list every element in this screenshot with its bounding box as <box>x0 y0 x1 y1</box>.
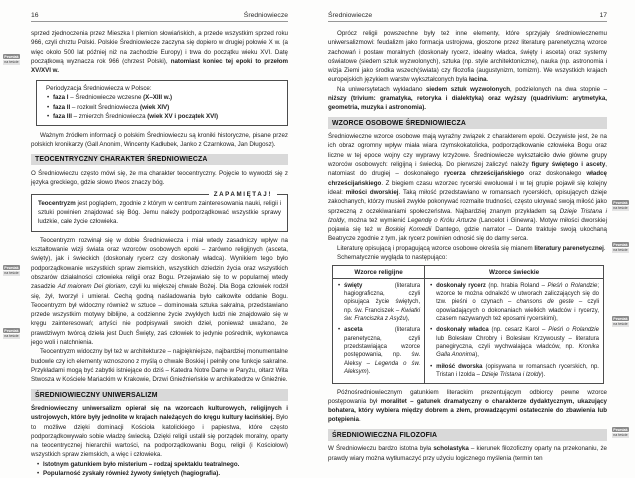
margin-note-line1: Pewniak <box>613 242 628 247</box>
text-segment: (X–XIII w.) <box>143 94 173 102</box>
text-segment: (opisywana w romansach rycerskich, np. Tristan i Izolda – <box>436 363 599 378</box>
text-segment: Istotnym gatunkiem było misterium – rodzaj spektaklu teatralnego. <box>43 460 240 468</box>
text-segment: Kronika Galla Anonima <box>436 343 599 359</box>
table-header-row <box>333 266 604 279</box>
section-heading: WZORCE OSOBOWE ŚREDNIOWIECZA <box>328 117 607 129</box>
margin-note-badge <box>3 54 20 65</box>
text-segment: Oprócz religii powszechne były też inne elementy, które sprzyjały średniowiecznemu uniwersalizmowi: feudalizm jako formacja ustrojowa, głoszone przez literaturę parenetyczną wzorce zachowań i postaw moralnych (doskonały rycerz, idealny władca, święty i asceta) oraz systemy oświatowe (siedem sztuk wyzwolonych), sztuka (np. style architektoniczne), nauka (np. astronomia i wizja Ziemi jako środka wszech(świata) czy filozofia (augustynizm, tomizm). We wszystkich krajach europejskich językiem warstw wykształconych była <box>328 30 607 84</box>
text-segment: (np. hrabia Roland – <box>485 282 548 289</box>
text-segment: asceta <box>344 327 363 334</box>
text-segment: Teocentryzm <box>38 199 76 207</box>
text-segment: Dantego, gdzie narrator – Dante traktuje swoją ukochaną Beatrycze zgodnie z tym, jak rycerz powinien odnosić się do damy serca. <box>328 226 607 243</box>
text-segment: (Lancelot i Ginewra). Motyw miłości dworskiej pojawia się też w <box>328 216 607 234</box>
text-segment: . <box>603 244 606 252</box>
list-item <box>36 460 288 469</box>
margin-note-line2: na teście <box>613 206 628 211</box>
text-segment: Boskiej Komedii <box>385 226 432 234</box>
text-segment: (wiek XIV) <box>140 103 170 111</box>
paragraph <box>328 85 607 113</box>
margin-note-line1: Pewniak <box>613 316 628 321</box>
margin-note-badge <box>3 328 20 339</box>
margin-note-line2: na teście <box>4 271 19 276</box>
text-segment: Popularność zyskały również żywoty świętych (hagiografia). <box>43 470 221 478</box>
text-segment: ). <box>541 371 546 378</box>
list-item <box>46 112 278 121</box>
text-segment: sprzed zjednoczenia przez Mieszka I plemion słowiańskich, a przede wszystkim sprzed roku 966, czyli chrztu Polski. Polskie Średniowiecze zaczyna się dopiero w drugiej połowie X w. (a więc około 500 lat później niż na zachodzie Europy) i trwa do początku wieku XVI. Datę początkową wyznacza rok 966 (chrzest Polski), <box>31 30 288 65</box>
page-left <box>31 0 289 478</box>
paragraph <box>328 388 607 425</box>
text-segment: , natomiast do drugiej – doskonałego <box>328 161 607 178</box>
text-segment: doskonały rycerz <box>436 282 486 289</box>
text-segment: Na uniwersytetach wykładano <box>337 85 426 93</box>
table-cell <box>425 279 604 383</box>
list-item <box>337 282 420 323</box>
table-cell <box>333 279 425 383</box>
text-segment: Ważnym źródłem informacji o polskim Średniowieczu są kroniki historyczne, pisane przez polskich kronikarzy (Gall Anonim, Wincenty Kadłubek, Janko z Czarnkowa, Jan Długosz). <box>31 131 288 148</box>
margin-note-badge <box>612 316 629 327</box>
info-box-title <box>46 84 278 93</box>
text-segment: (wiek XV i początek XVI) <box>147 112 219 120</box>
margin-note-line2: na teście <box>613 433 628 438</box>
section-heading: ŚREDNIOWIECZNY UNIWERSALIZM <box>31 389 288 401</box>
table-body-row <box>333 279 604 383</box>
margin-note-line2: na teście <box>613 322 628 327</box>
memo-text <box>38 199 281 227</box>
text-segment: rycerza chrześcijańskiego <box>444 170 525 178</box>
margin-note-line2: na teście <box>613 248 628 253</box>
margin-note-line1: Pewniak <box>4 265 19 270</box>
page-right-content <box>328 29 607 463</box>
list-item <box>46 93 278 102</box>
text-segment: theos <box>114 179 130 187</box>
text-segment: ), <box>405 316 410 323</box>
text-segment: faza III <box>53 112 72 120</box>
text-segment: , podzielonych na dwa stopnie – <box>510 85 608 93</box>
paragraph <box>31 347 288 384</box>
list-item <box>36 469 288 478</box>
memo-box <box>31 190 288 231</box>
running-title: Średniowiecze <box>243 12 288 19</box>
text-segment: Dzieje Tristana i Izoldy <box>328 207 607 224</box>
paragraph <box>31 236 288 348</box>
text-segment: – rozkwit Średniowiecza <box>70 103 141 111</box>
text-segment: figury świętego i ascety <box>531 161 606 169</box>
running-title: Średniowiecze <box>328 12 373 19</box>
margin-note-line1: Pewniak <box>613 200 628 205</box>
text-segment: literatury parenetycznej <box>534 244 604 252</box>
text-segment: (literatura hagiograficzna, czyli opisująca życie świętych, np. św. Franciszek – <box>344 282 421 314</box>
page-number: 17 <box>599 12 607 19</box>
text-segment: niższy (trivium: gramatyka, retoryka i dialektyka) oraz wyższy (quadrivium: arytmetyka, geometria, muzyka i astronomia). <box>328 95 607 112</box>
text-segment: . Z biegiem czasu wzorzec rycerski ewoluował i w tej grupie pojawił się kolejny ideał: <box>328 179 607 196</box>
text-segment: chansons de geste <box>516 299 574 306</box>
text-segment: . <box>358 416 361 424</box>
text-segment: Kwiatki św. Franciszka z Asyżu <box>344 307 421 323</box>
text-segment: Późnośredniowiecznym gatunkiem literackim prezentującym odbiorcy pewne wzorce postępowania był <box>328 388 607 405</box>
text-segment: święty <box>344 282 363 289</box>
text-segment: moralitet – gatunek dramatyczny o charakterze dydaktycznym, ukazujący bohatera, który wybiera między dobrem a złem, prowadzącymi ostatecznie do zbawienia lub potępienia <box>328 397 607 424</box>
text-segment: Pieśń o Rolandzie <box>548 327 599 334</box>
text-segment: faza I <box>53 94 69 102</box>
page-left-content <box>31 29 288 478</box>
text-segment: , można też wymienić <box>344 216 408 224</box>
text-segment: ; wzorce te można odnaleźć w utworach zaliczających się do tzw. pieśni o czynach – <box>436 282 599 306</box>
text-segment: Średniowieczne wzorce osobowe mają wyraźny związek z charakterem epoki. Oczywiste jest, że na ich obraz ogromny wpływ miała wiara rzymskokatolicka, podporządkowanie człowieka Bogu oraz liczne w tej epoce wojny czy wyprawy krzyżowe. Średniowiecze wykształciło dwie główne grupy wzorców osobowych: religijną i świecką. Do pierwszej zaliczyć należy <box>328 133 607 169</box>
text-segment: natomiast koniec tej epoki to przełom XV/XVI w. <box>31 57 288 75</box>
text-segment: Ad maiorem Dei gloriam <box>57 283 126 291</box>
margin-note-badge <box>3 265 20 276</box>
list-item <box>429 282 599 323</box>
text-segment: W Średniowieczu bardzo istotna była <box>328 445 434 453</box>
text-segment: . Taką miłość przedstawiano w romansach rycerskich, opisujących dzieje zakochanych, którzy musieli zwykle pokonywać rozmaite trudności, często ukrywać swoją miłość jako sprzeczną z oczekiwaniami społeczeństwa. Najbardziej znanym przykładem są <box>328 188 607 215</box>
paragraph <box>328 132 607 244</box>
text-segment: – kierunek filozoficzny oparty na przekonaniu, że prawdy wiary można wytłumaczyć przy użyciu logicznego myślenia (termin ten <box>328 445 607 462</box>
paragraph <box>328 244 607 253</box>
paragraph <box>31 131 288 150</box>
margin-note-badge <box>612 427 629 438</box>
text-segment: . <box>486 76 489 84</box>
paragraph <box>31 169 288 188</box>
text-segment: – czyli opowiadających o dokonaniach wielkich władców i rycerzy, czasem nazywanych też eposami rycerskimi), <box>436 299 600 323</box>
text-segment: – zmierzch Średniowiecza <box>71 112 148 120</box>
text-segment: Teocentryzm widoczny był też w architekturze – najpiękniejsze, najbardziej monumentalne budowle czy ich elementy wznoszono z myślą o chwale Boskiej i pełniły one funkcje sakralne. Przykładami mogą być zabytki istniejące do dziś – Katedra Notre Dame w Paryżu, ołtarz Wita Stwosza w Kościele Mariackim w Krakowie, Drzwi Gnieźnieńskie w archikatedrze w Gnieźnie. <box>31 348 288 384</box>
table-header-cell: Wzorce świeckie <box>425 266 604 279</box>
text-segment: jest poglądem, zgodnie z którym w centrum zainteresowania nauki, religii i sztuki powinien znajdować się Bóg. Jemu należy podporządkować wszystkie sprawy ludzkie, całe życie człowieka. <box>38 199 281 226</box>
text-segment: – Średniowiecze wczesne <box>68 94 144 102</box>
page-right-header <box>328 0 607 22</box>
paragraph <box>328 444 607 463</box>
text-segment: oraz doskonałego <box>524 170 587 178</box>
text-segment: O Średniowieczu często mówi się, że ma charakter teocentryczny. Pojęcie to wywodzi się z języka greckiego, gdzie słowo <box>31 169 288 187</box>
margin-note-line2: na teście <box>4 60 19 65</box>
text-segment: (np. cesarz Karol – <box>488 327 549 334</box>
list-item <box>429 363 599 380</box>
text-segment: Legendę o Królu Arturze <box>407 216 477 224</box>
page-right <box>328 0 608 462</box>
text-segment: siedem sztuk wyzwolonych <box>425 85 510 93</box>
text-segment: faza II <box>53 103 71 111</box>
page-number: 16 <box>31 12 39 19</box>
margin-note-line1: Pewniak <box>4 54 19 59</box>
list-item <box>429 326 599 359</box>
paragraph <box>31 29 288 75</box>
section-heading: TEOCENTRYCZNY CHARAKTER ŚREDNIOWIECZA <box>31 154 288 166</box>
paragraph <box>328 29 607 85</box>
page-left-header <box>31 0 288 22</box>
margin-note-badge <box>612 200 629 211</box>
personal-models-table <box>332 265 604 383</box>
text-segment: doskonały władca <box>436 327 489 334</box>
text-segment: władcę chrześcijańskiego <box>328 170 607 187</box>
text-segment: , czyli ku większej chwale Bożej. Dla Boga człowiek rodził się, żył, tworzył i umierał. Cechą godną naśladowania było całkowite oddanie Bogu. Teocentryzm był widoczny również w sztuce – dominowała sztuka sakralna, przedstawiano przede wszystkim motywy biblijne, a codzienne życie zwykłych ludzi nie znajdowało się w kręgu zainteresowań; artyści nie podpisywali swoich dzieł, ponieważ uważano, że prawdziwym twórcą dzieła jest Duch Święty, zaś człowiek to jedynie pośrednik, wykonawca jego woli i natchnienia. <box>31 283 289 347</box>
memo-label: ZAPAMIĘTAJ! <box>209 191 277 198</box>
margin-note-line2: na teście <box>4 334 19 339</box>
text-segment: Średniowieczny uniwersalizm opierał się na wzorcach kulturowych, religijnych i ustrojowych, które były jednolite w krajach należących do kręgu kultury łacińskiej. <box>31 405 288 422</box>
text-segment: miłość dworska <box>436 363 483 370</box>
text-segment: Literaturę opisującą i propagującą wzorce osobowe określa się mianem <box>337 244 535 252</box>
list-item <box>46 103 278 112</box>
info-box <box>36 80 288 126</box>
paragraph <box>31 404 288 460</box>
text-segment: łacina <box>469 76 487 84</box>
text-segment: ), <box>475 352 479 359</box>
margin-note-line1: Pewniak <box>4 328 19 333</box>
text-segment: miłości dworskiej <box>345 188 399 196</box>
text-segment: Legenda o św. Aleksym <box>344 360 421 375</box>
text-segment: Schematycznie wygląda to następująco: <box>337 254 448 262</box>
text-segment: lub Bolesław Chrobry i Bolesław Krzywousty – literatura panegiryczna, czyli wychwalająca władców, np. <box>436 335 599 350</box>
margin-note-line1: Pewniak <box>613 427 628 432</box>
text-segment: scholastyka <box>433 445 469 453</box>
text-segment: (literatura parenetyczna, czyli przedstawiająca wzorce postępowania, np. św. Aleksy – <box>344 327 421 367</box>
text-segment: ). <box>366 368 371 375</box>
table-header-cell: Wzorce religijne <box>333 266 425 279</box>
text-segment: Dzieje Tristana i Izoldy <box>481 371 542 378</box>
text-segment: Periodyzacja Średniowiecza w Polsce: <box>46 84 152 92</box>
list-item <box>337 326 420 376</box>
paragraph <box>328 253 607 262</box>
text-segment: Pieśń o Rolandzie <box>547 282 598 289</box>
margin-note-badge <box>612 242 629 253</box>
text-segment: Było to możliwe dzięki dominacji Kościoła katolickiego i papiestwa, które często podporządkowywało sobie władzę świecką. Dzięki religii ustalił się porządek moralny, oparty na teocentrycznej hierarchii wartości, na podporządkowaniu Bogu, religii (i Kościołowi) wszystkich spraw ziemskich, a więc i człowieka. <box>31 414 288 459</box>
text-segment: Teocentryzm rozwinął się w dobie Średniowiecza i miał wtedy zasadniczy wpływ na kształtowanie wizji świata oraz wzorców osobowych epoki – zarówno religijnych (asceta, święty), jak i świeckich (doskonały rycerz czy doskonały władca). Wynikiem tego było podporządkowanie wszystkich spraw ziemskich, wszystkich dziedzin życia oraz wszystkich obszarów działalności człowieka religii oraz Bogu. Przejawiało się to w popularnej wtedy zasadzie <box>31 236 288 291</box>
section-heading: ŚREDNIOWIECZNA FILOZOFIA <box>328 429 607 441</box>
text-segment: znaczy bóg. <box>129 179 165 187</box>
